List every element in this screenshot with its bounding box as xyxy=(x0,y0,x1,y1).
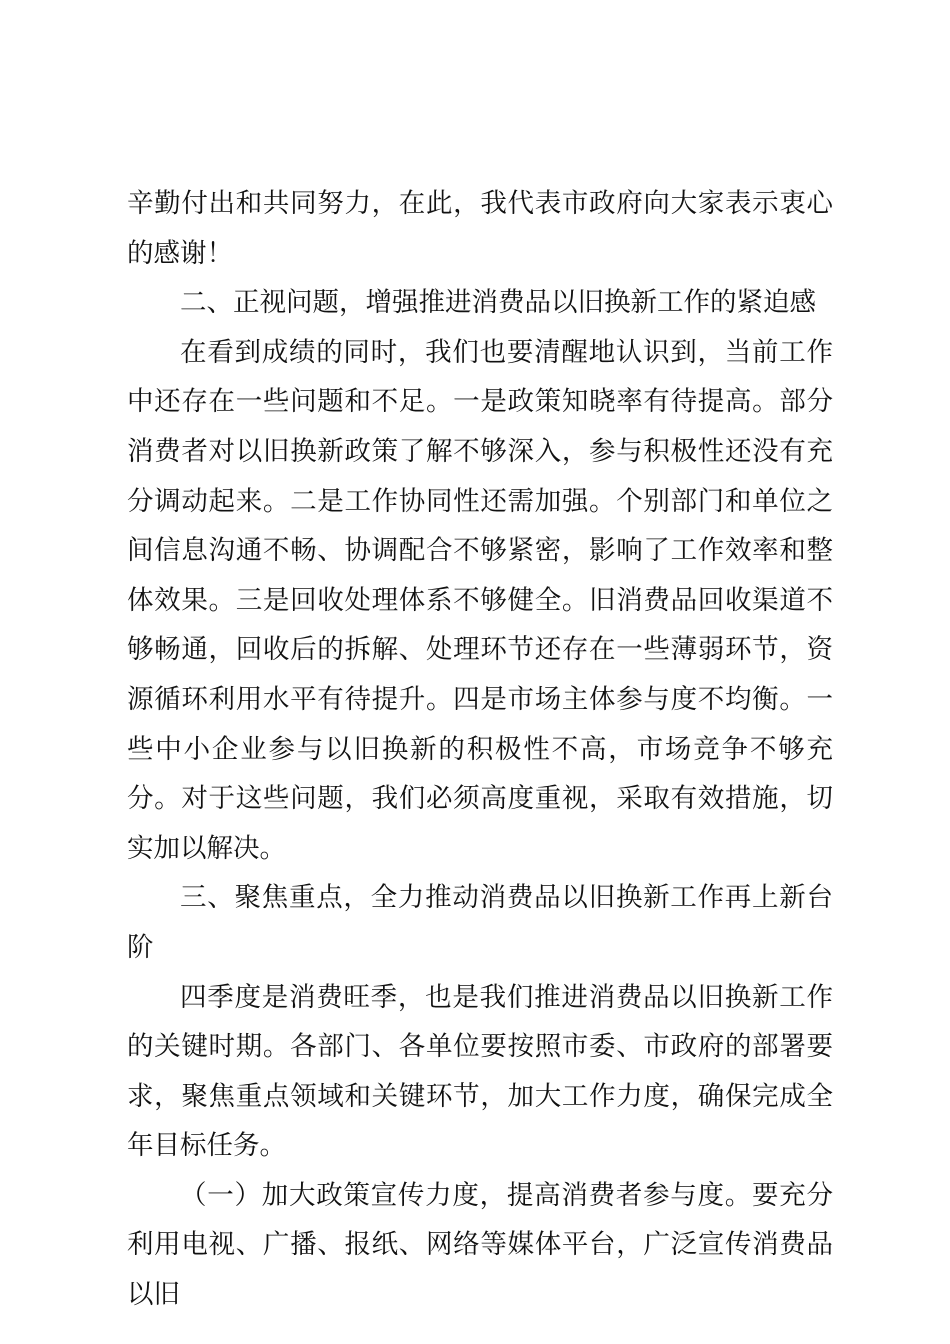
paragraph-closing-thanks: 辛勤付出和共同努力，在此，我代表市政府向大家表示衷心的感谢！ xyxy=(127,188,833,269)
document-body xyxy=(127,179,833,1320)
section-heading-2: 二、正视问题，增强推进消费品以旧换新工作的紧迫感 xyxy=(180,287,816,319)
paragraph-problems: 在看到成绩的同时，我们也要清醒地认识到，当前工作中还存在一些问题和不足。一是政策知晓率有待提高。部分消费者对以旧换新政策了解不够深入，参与积极性还没有充分调动起来。二是工作协同性还需加强。个别部门和单位之间信息沟通不畅、协调配合不够紧密，影响了工作效率和整体效果。三是回收处理体系不够健全。旧消费品回收渠道不够畅通，回收后的拆解、处理环节还存在一些薄弱环节，资源循环利用水平有待提升。四是市场主体参与度不均衡。一些中小企业参与以旧换新的积极性不高，市场竞争不够充分。对于这些问题，我们必须高度重视，采取有效措施，切实加以解决。 xyxy=(127,336,833,864)
paragraph-policy-publicity: （一）加大政策宣传力度，提高消费者参与度。要充分利用电视、广播、报纸、网络等媒体平台，广泛宣传消费品以旧 xyxy=(127,1179,833,1311)
section-heading-3: 三、聚焦重点，全力推动消费品以旧换新工作再上新台阶 xyxy=(127,882,833,963)
paragraph-fourth-quarter: 四季度是消费旺季，也是我们推进消费品以旧换新工作的关键时期。各部门、各单位要按照市委、市政府的部署要求，聚焦重点领域和关键环节，加大工作力度，确保完成全年目标任务。 xyxy=(127,981,833,1162)
